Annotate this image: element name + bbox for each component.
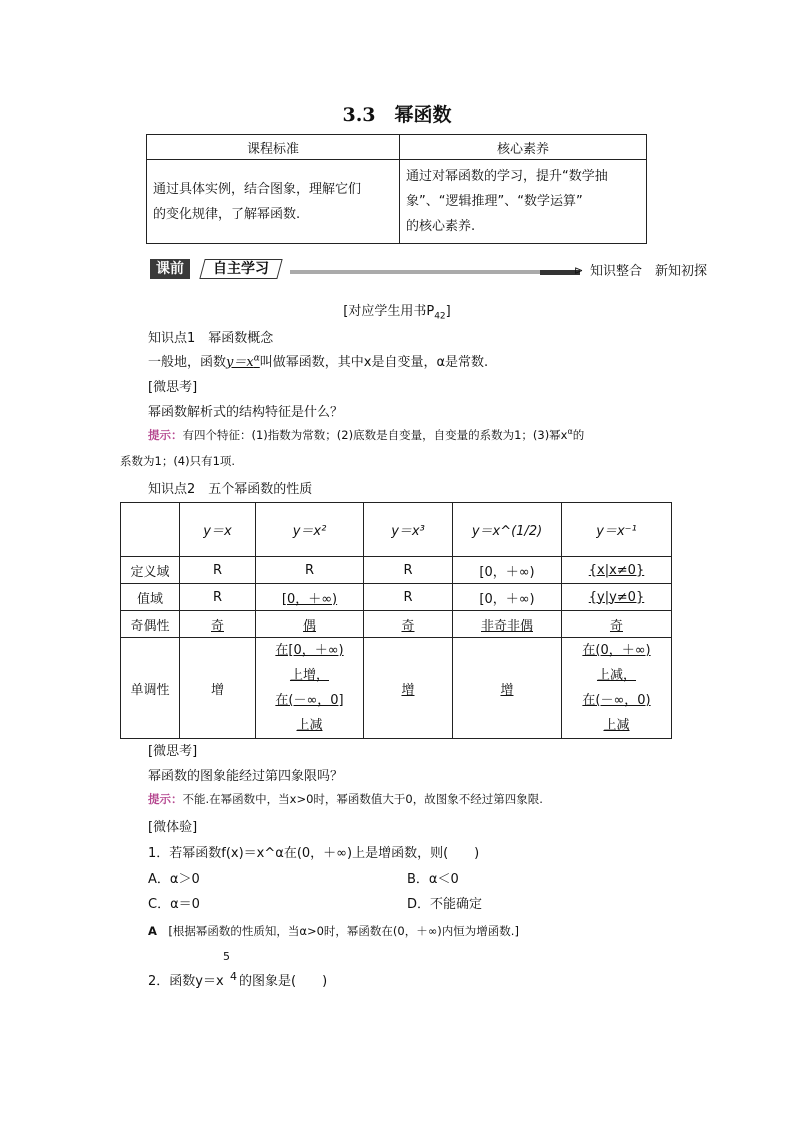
properties-table — [120, 502, 672, 739]
banner-tag-self-study: 自主学习 — [199, 259, 282, 279]
standards-cell-2 — [400, 160, 647, 244]
header-y-sqrt: y＝x^(1/2) — [453, 503, 562, 557]
book-reference: [对应学生用书$P_{42}$] — [343, 304, 451, 322]
standards-header-2: 核心素养 — [400, 135, 647, 160]
think1-label: [微思考] — [148, 380, 198, 395]
banner-divider — [290, 270, 580, 274]
section-banner — [150, 259, 710, 279]
standards-header-1: 课程标准 — [147, 135, 400, 160]
kp1-heading: 知识点1 幂函数概念 — [148, 331, 274, 346]
header-y-x3: y＝x³ — [364, 503, 453, 557]
kp2-heading: 知识点2 五个幂函数的性质 — [148, 482, 313, 497]
standards-line: 的核心素养. — [406, 219, 476, 234]
page-title: 3.3 幂函数 — [342, 104, 452, 126]
think2-question: 幂函数的图象能经过第四象限吗？ — [148, 769, 344, 784]
table-row: 值域 R [0，＋∞) R [0，＋∞) {y|y≠0} — [121, 584, 672, 611]
standards-cell-1 — [147, 160, 400, 244]
standards-table — [146, 134, 647, 244]
header-y-x2: y＝x² — [256, 503, 364, 557]
power-function-formula: $y=x^\alpha$ — [226, 353, 260, 370]
exp-answer: A [根据幂函数的性质知，当α>0时，幂函数在(0，＋∞)内恒为增函数.] — [148, 924, 519, 938]
exp-label: [微体验] — [148, 820, 198, 835]
exp-opt-d: D．不能确定 — [407, 897, 483, 912]
kp1-definition: 一般地，函数$y=x^\alpha$叫做幂函数，其中x是自变量，α是常数. — [148, 353, 489, 370]
standards-line: 通过具体实例，结合图象，理解它们 — [153, 181, 362, 197]
think2-hint: 提示：不能.在幂函数中，当x>0时，幂函数值大于0，故图象不经过第四象限. — [148, 792, 543, 806]
think2-label: [微思考] — [148, 744, 198, 759]
think1-hint-cont: 系数为1；(4)只有1项. — [120, 454, 236, 468]
think1-question: 幂函数解析式的结构特征是什么？ — [148, 405, 344, 420]
table-row: 奇偶性 奇 偶 奇 非奇非偶 奇 — [121, 611, 672, 638]
standards-line: 的变化规律，了解幂函数. — [153, 206, 301, 222]
exp-opt-c: C．α＝0 — [148, 897, 200, 912]
header-y-x-inv: y＝x⁻¹ — [562, 503, 672, 557]
banner-tag-pre: 课前 — [150, 259, 190, 279]
header-y-x: y＝x — [180, 503, 256, 557]
play-icon: ⊳ — [574, 264, 584, 277]
standards-line: 通过对幂函数的学习，提升“数学抽 — [406, 169, 608, 184]
exp-opt-b: B．α＜0 — [407, 872, 459, 887]
table-corner — [121, 503, 180, 557]
exp-q1: 1．若幂函数f(x)＝x^α在(0，＋∞)上是增函数，则( ) — [148, 846, 480, 861]
table-row: 单调性 增 在[0，＋∞) 上增， 在(－∞，0] 上减 增 增 在(0，＋∞) 上减， 在(－∞，0) 上减 — [121, 638, 672, 739]
table-row: 定义域 R R R [0，＋∞) {x|x≠0} — [121, 557, 672, 584]
think1-hint: 提示：有四个特征：(1)指数为常数；(2)底数是自变量，自变量的系数为1；(3)幂$x^\alpha$的 — [148, 427, 585, 442]
banner-right-label: 知识整合 新知初探 — [590, 264, 708, 279]
exp-opt-a: A．α＞0 — [148, 872, 200, 887]
standards-line: 象”、“逻辑推理”、“数学运算” — [406, 194, 583, 209]
